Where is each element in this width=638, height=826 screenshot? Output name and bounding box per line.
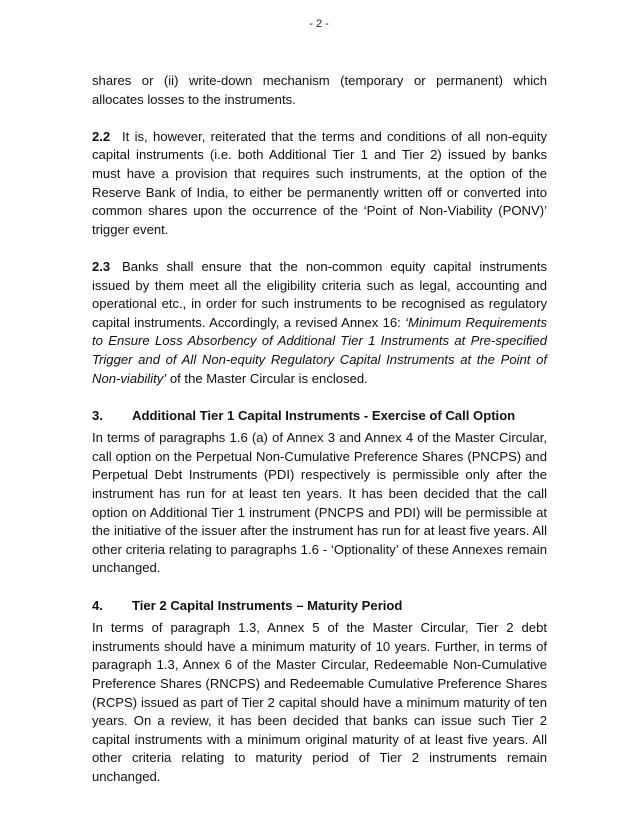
section-title: Additional Tier 1 Capital Instruments - Exercise of Call Option: [132, 407, 516, 423]
paragraph-continuation: shares or (ii) write-down mechanism (temporary or permanent) which allocates losses to the instruments.: [92, 73, 547, 107]
section-3-text: In terms of paragraphs 1.6 (a) of Annex 3 and Annex 4 of the Master Circular, call option on the Perpetual Non-Cumulative Preference Shares (PNCPS) and Perpetual Debt Instruments (PDI) respectively is permissible only after the instrument has run for at least ten years. It has been decided that the call option on Additional Tier 1 instrument (PNCPS and PDI) will be permissible at the initiative of the issuer after the instrument has run for at least five years. All other criteria relating to paragraphs 1.6 - ‘Optionality’ of these Annexes remain unchanged.: [92, 430, 547, 576]
section-number: 4.: [92, 597, 103, 613]
paragraph-2-2: [92, 128, 547, 240]
paragraph-2-3: [92, 258, 547, 388]
section-4-heading: [92, 597, 547, 616]
section-3-heading: [92, 407, 547, 426]
section-4-text: In terms of paragraph 1.3, Annex 5 of the Master Circular, Tier 2 debt instruments should have a minimum maturity of 10 years. Further, in terms of paragraph 1.3, Annex 6 of the Master Circular, Redeemable Non-Cumulative Preference Shares (RNCPS) and Redeemable Cumulative Preference Shares (RCPS) issued as part of Tier 2 capital should have a minimum maturity of ten years. On a review, it has been decided that banks can issue such Tier 2 capital instruments with a minimum original maturity of at least five years. All other criteria relating to maturity period of Tier 2 instruments remain unchanged.: [92, 620, 547, 784]
annex-title: ‘Minimum Requirements to Ensure Loss Absorbency of Additional Tier 1 Instruments at Pre-specified Trigger and of All Non-equity Regulatory Capital Instruments at the Point of Non-viability’: [92, 314, 547, 386]
paragraph-text: Banks shall ensure that the non-common equity capital instruments issued by them meet all the eligibility criteria such as legal, accounting and operational etc., in order for such instruments to be recognised as regulatory capital instruments. Accordingly, a revised Annex 16:: [92, 258, 547, 330]
page-number: - 2 -: [309, 18, 329, 30]
section-number: 3.: [92, 407, 103, 423]
section-title: Tier 2 Capital Instruments – Maturity Period: [132, 597, 403, 613]
document-body: [92, 72, 547, 787]
paragraph-text-end: of the Master Circular is enclosed.: [166, 370, 368, 386]
paragraph-number: 2.3: [92, 258, 111, 274]
paragraph-text: It is, however, reiterated that the terms and conditions of all non-equity capital instruments (i.e. both Additional Tier 1 and Tier 2) issued by banks must have a provision that requires such instruments, at the option of the Reserve Bank of India, to either be permanently written off or converted into common shares upon the occurrence of the ‘Point of Non-Viability (PONV)’ trigger event.: [92, 128, 547, 237]
paragraph-number: 2.2: [92, 128, 111, 144]
